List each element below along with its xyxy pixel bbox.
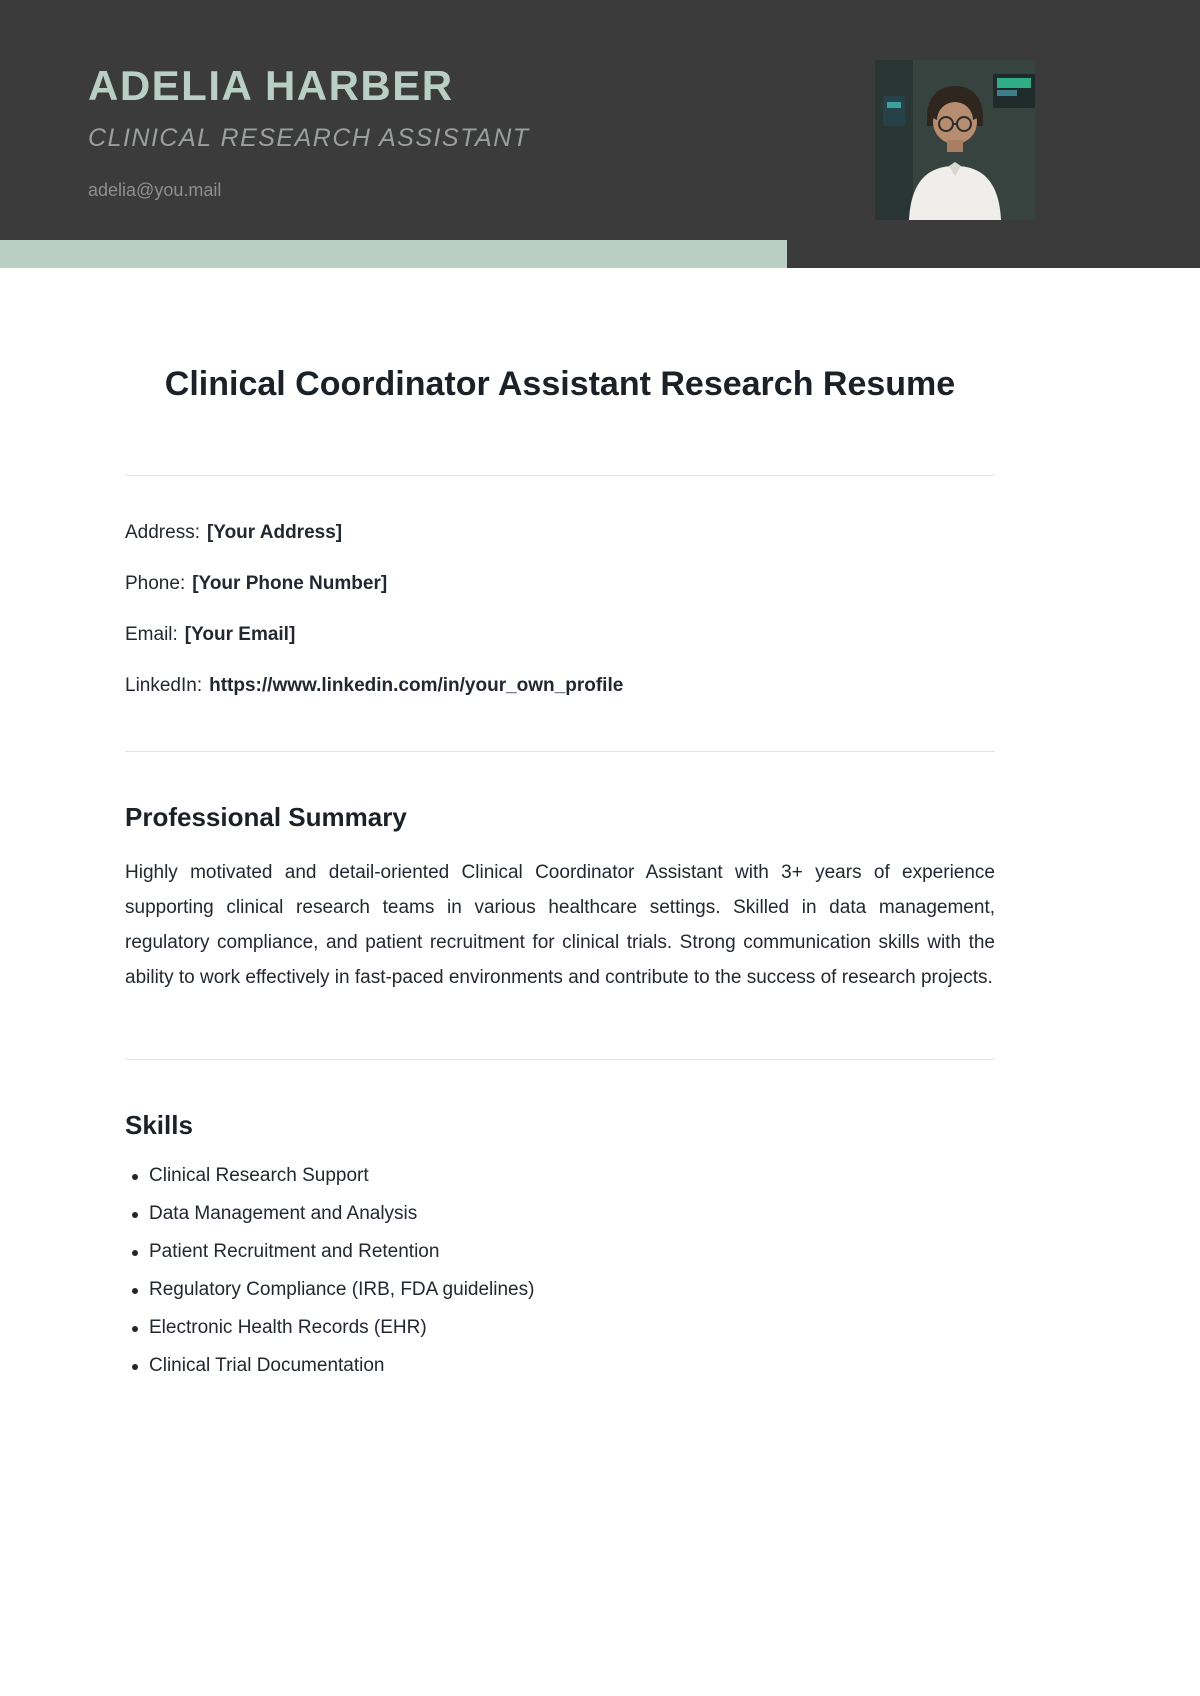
summary-paragraph: Highly motivated and detail-oriented Clinical Coordinator Assistant with 3+ years of experience supporting clinical research teams in various healthcare settings. Skilled in data management, regulatory compliance, and patient recruitment for clinical trials. Strong communication skills with the ability to work effectively in fast-paced environments and contribute to the success of research projects. [125, 862, 995, 989]
person-email: adelia@you.mail [88, 180, 222, 200]
section-skills [125, 1110, 995, 1377]
divider [125, 1059, 995, 1060]
section-professional-summary [125, 802, 995, 995]
resume-header [0, 0, 1200, 240]
contact-address-value: [Your Address] [206, 522, 343, 544]
contact-linkedin-value: https://www.linkedin.com/in/your_own_profile [209, 675, 624, 697]
skill-item: Data Management and Analysis [125, 1203, 995, 1225]
document-title: Clinical Coordinator Assistant Research Resume [164, 365, 956, 403]
contact-linkedin [125, 675, 995, 697]
section-heading-skills: Skills [125, 1110, 193, 1141]
skill-item: Clinical Research Support [125, 1165, 995, 1187]
contact-phone-label: Phone: [125, 573, 186, 595]
accent-bar-green [0, 240, 787, 268]
divider [125, 751, 995, 752]
contact-linkedin-label: LinkedIn: [125, 675, 203, 697]
skill-item: Clinical Trial Documentation [125, 1355, 995, 1377]
resume-body [125, 360, 995, 1377]
contact-address [125, 522, 995, 544]
contact-email-value: [Your Email] [184, 624, 296, 646]
profile-photo [875, 60, 1035, 220]
skill-item: Regulatory Compliance (IRB, FDA guidelines) [125, 1279, 995, 1301]
contact-phone-value: [Your Phone Number] [192, 573, 388, 595]
person-name: ADELIA HARBER [88, 62, 454, 109]
accent-strip [0, 240, 1200, 268]
skill-item: Electronic Health Records (EHR) [125, 1317, 995, 1339]
contact-email [125, 624, 995, 646]
person-role: CLINICAL RESEARCH ASSISTANT [88, 124, 530, 152]
contact-email-label: Email: [125, 624, 178, 646]
skills-list [125, 1165, 995, 1377]
skill-item: Patient Recruitment and Retention [125, 1241, 995, 1263]
section-heading-summary: Professional Summary [125, 802, 407, 833]
contact-block [125, 476, 995, 697]
contact-phone [125, 573, 995, 595]
accent-bar-dark [787, 240, 1200, 268]
contact-address-label: Address: [125, 522, 200, 544]
